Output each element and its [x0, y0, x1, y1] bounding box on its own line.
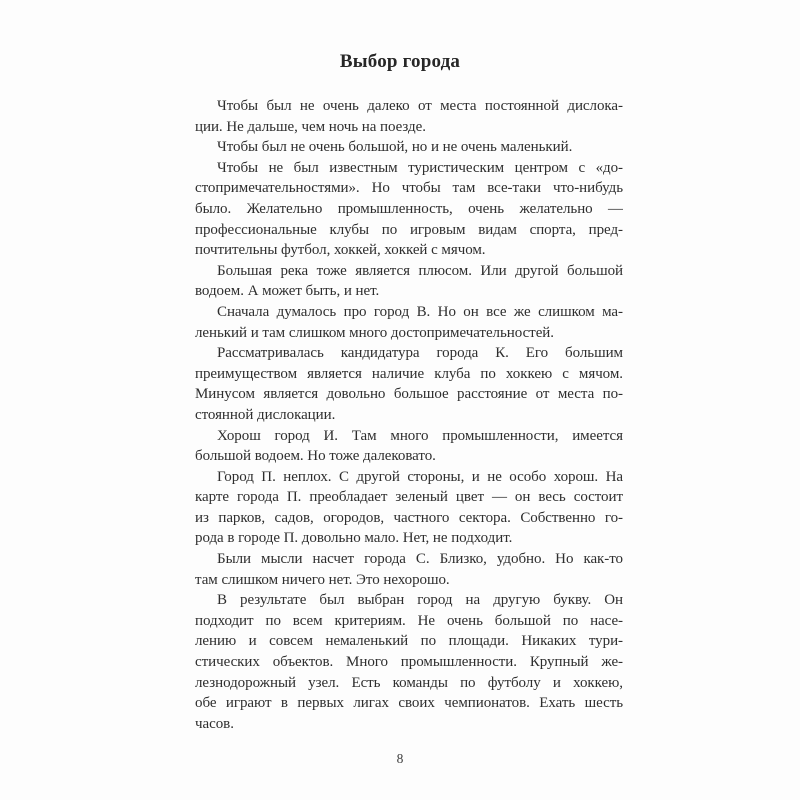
- page-number: 8: [396, 751, 404, 766]
- text-line: Чтобы был не очень большой, но и не очень маленький.: [217, 139, 573, 156]
- paragraph: [195, 590, 623, 734]
- text-line: стопримечательностями». Но чтобы там все-таки что-нибудь: [195, 180, 623, 197]
- text-line: В результате был выбран город на другую букву. Он: [217, 592, 623, 609]
- text-line: там слишком ничего нет. Это нехорошо.: [195, 571, 450, 588]
- paragraph: [195, 467, 623, 549]
- text-line: ленький и там слишком много достопримечательностей.: [195, 324, 554, 341]
- paragraph: [195, 261, 623, 302]
- text-line: карте города П. преобладает зеленый цвет — он весь состоит: [195, 489, 623, 506]
- body-text-block: [195, 96, 623, 734]
- text-line: Чтобы был не очень далеко от места постоянной дислока-: [217, 98, 623, 114]
- text-line: Сначала думалось про город В. Но он все же слишком ма-: [217, 303, 623, 320]
- text-line: подходит по всем критериям. Не очень большой по насе-: [195, 612, 623, 629]
- text-line: обе играют в первых лигах своих чемпионатов. Ехать шесть: [195, 695, 623, 712]
- text-line: лезнодорожный узел. Есть команды по футболу и хоккею,: [195, 674, 623, 691]
- text-line: большой водоем. Но тоже далековато.: [195, 448, 436, 465]
- text-line: лению и совсем немаленький по площади. Никаких тури-: [195, 633, 623, 650]
- text-line: почтительны футбол, хоккей, хоккей с мячом.: [195, 242, 486, 259]
- text-line: из парков, садов, огородов, частного сектора. Собственно го-: [195, 509, 623, 526]
- paragraph: [195, 343, 623, 425]
- text-line: Рассматривалась кандидатура города К. Его большим: [217, 345, 623, 362]
- paragraph: [195, 426, 623, 467]
- text-line: стоянной дислокации.: [195, 406, 336, 423]
- text-line: Хорош город И. Там много промышленности, имеется: [217, 427, 623, 444]
- text-line: профессиональные клубы по игровым видам спорта, пред-: [195, 221, 623, 238]
- paragraph: [195, 137, 623, 158]
- text-line: было. Желательно промышленность, очень желательно —: [195, 200, 623, 217]
- text-line: преимуществом является наличие клуба по хоккею с мячом.: [195, 365, 623, 382]
- text-line: рода в городе П. довольно мало. Нет, не подходит.: [195, 530, 513, 547]
- text-line: ции. Не дальше, чем ночь на поезде.: [195, 118, 426, 135]
- paragraph: [195, 96, 623, 137]
- paragraph: [195, 549, 623, 590]
- text-line: Город П. неплох. С другой стороны, и не особо хорош. На: [217, 468, 623, 485]
- paragraph: [195, 158, 623, 261]
- text-line: стических объектов. Много промышленности. Крупный же-: [195, 654, 623, 671]
- paragraph: [195, 302, 623, 343]
- text-line: Минусом является довольно большое расстояние от места по-: [195, 386, 623, 403]
- text-line: часов.: [195, 715, 234, 732]
- text-line: Были мысли насчет города С. Близко, удобно. Но как-то: [217, 551, 623, 568]
- text-line: Чтобы не был известным туристическим центром с «до-: [217, 159, 623, 176]
- text-line: водоем. А может быть, и нет.: [195, 283, 380, 300]
- chapter-title: Выбор города: [339, 51, 461, 72]
- text-line: Большая река тоже является плюсом. Или другой большой: [217, 262, 623, 279]
